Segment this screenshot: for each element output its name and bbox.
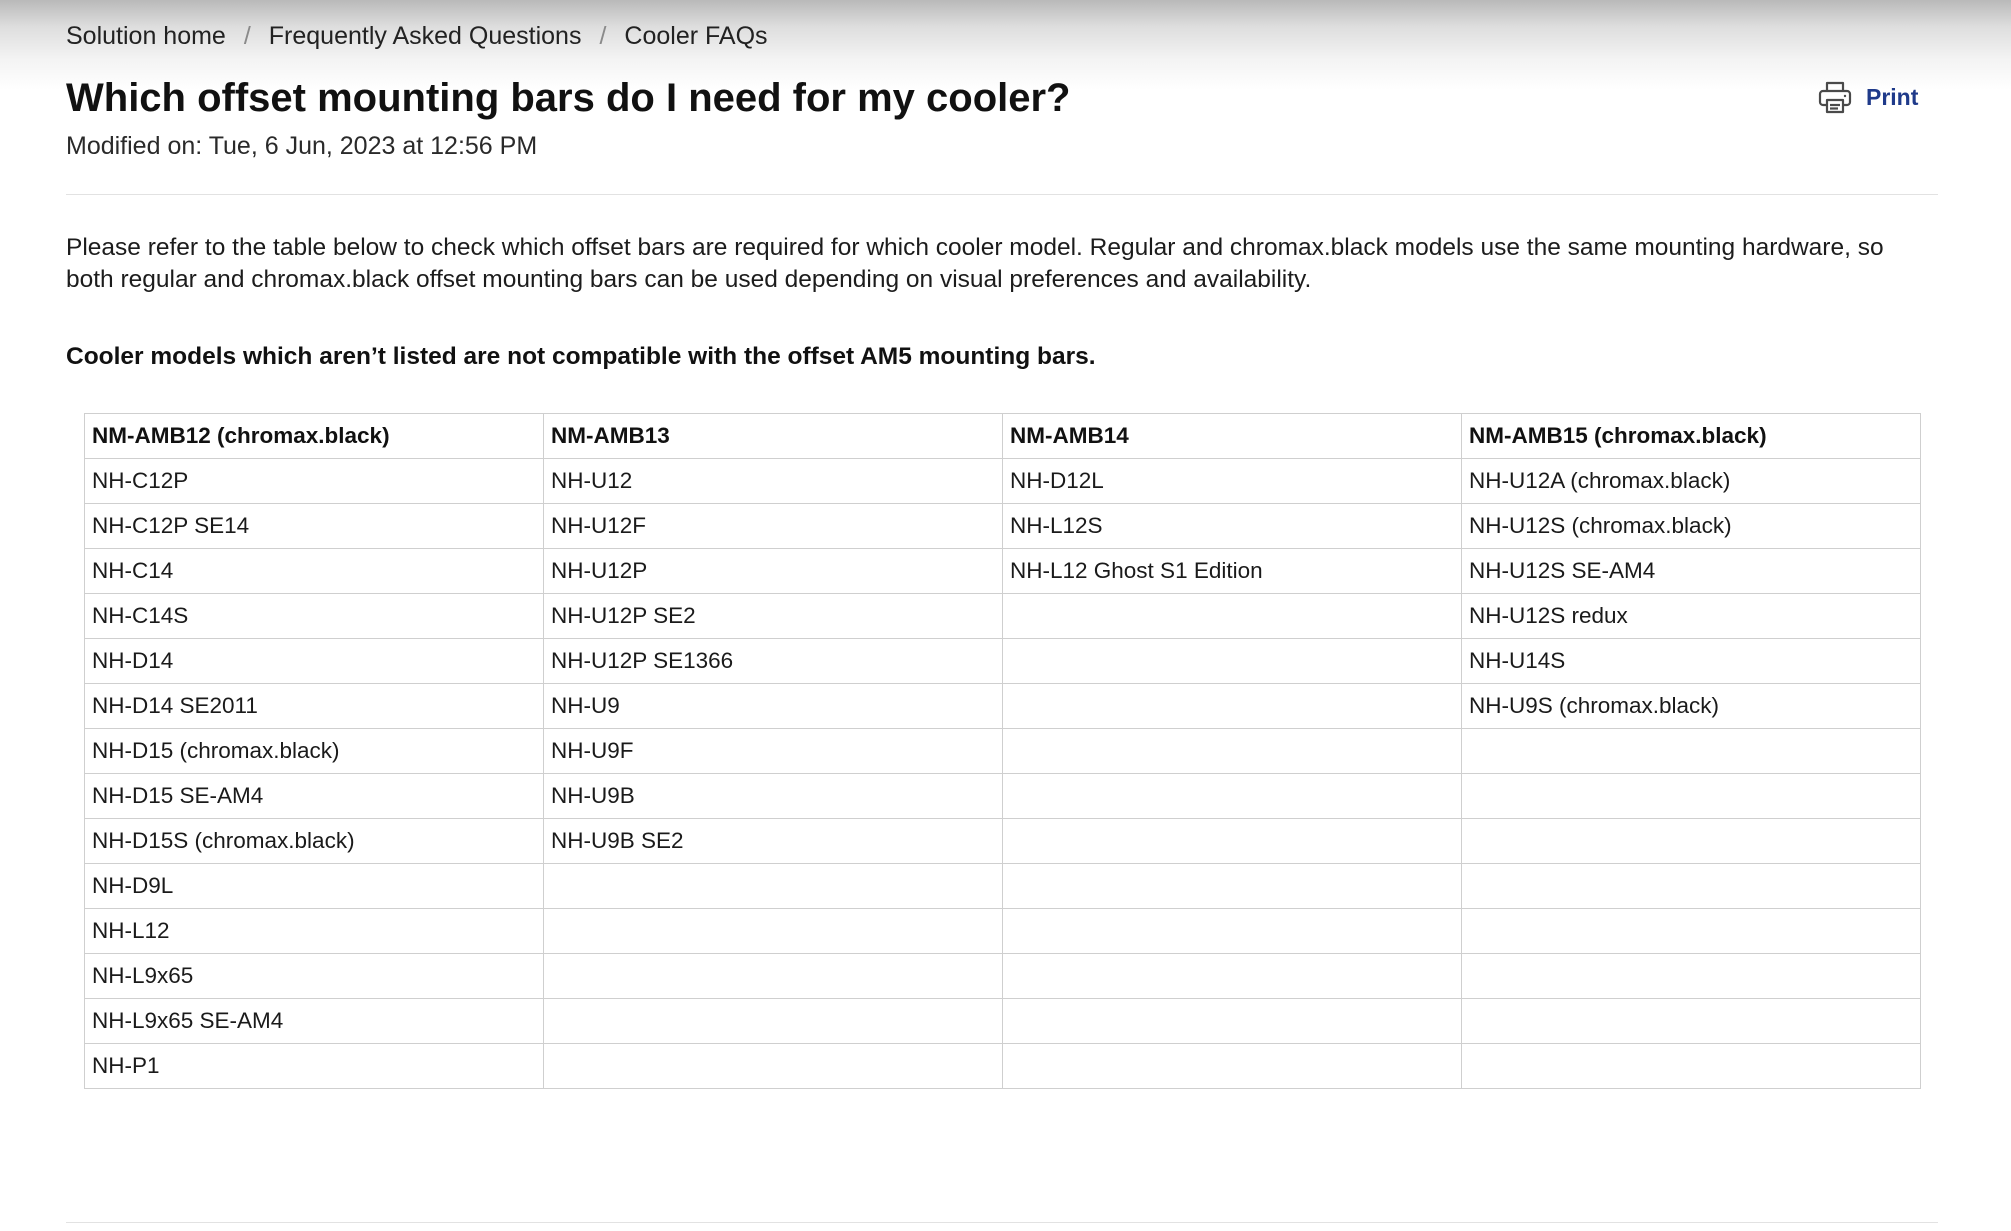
table-cell (1462, 954, 1921, 999)
table-row (85, 999, 1921, 1044)
table-row (85, 639, 1921, 684)
table-cell: NH-U9 (544, 684, 1003, 729)
printer-icon (1818, 80, 1852, 114)
table-cell (1003, 639, 1462, 684)
table-row (85, 504, 1921, 549)
table-cell: NH-L9x65 (85, 954, 544, 999)
breadcrumb-separator: / (599, 22, 607, 50)
table-header-row (85, 414, 1921, 459)
table-header (85, 414, 1921, 459)
table-cell (544, 1044, 1003, 1089)
table-cell (544, 954, 1003, 999)
table-cell: NH-C12P SE14 (85, 504, 544, 549)
table-cell: NH-D12L (1003, 459, 1462, 504)
intro-paragraph: Please refer to the table below to check which offset bars are required for which cooler model. Regular and chromax.black models use the same mounting hardware, so both regular and chromax.black offset mounting bars can be used depending on visual preferences and availability. (66, 234, 1884, 293)
table-cell (1462, 819, 1921, 864)
table-cell: NH-P1 (85, 1044, 544, 1089)
table-cell: NH-U12S redux (1462, 594, 1921, 639)
table-cell: NH-U9B SE2 (544, 819, 1003, 864)
table-cell (544, 864, 1003, 909)
table-cell (1003, 1044, 1462, 1089)
table-cell (1462, 774, 1921, 819)
table-row (85, 729, 1921, 774)
table-row (85, 459, 1921, 504)
table-cell: NH-U12P (544, 549, 1003, 594)
table-cell: NH-U9S (chromax.black) (1462, 684, 1921, 729)
table-cell: NH-C12P (85, 459, 544, 504)
table-row (85, 774, 1921, 819)
table-row (85, 909, 1921, 954)
table-cell: NH-U14S (1462, 639, 1921, 684)
table-cell: NH-L12 (85, 909, 544, 954)
table-cell: NH-D14 (85, 639, 544, 684)
compatibility-notice: Cooler models which aren’t listed are not compatible with the offset AM5 mounting bars. (66, 343, 1096, 370)
breadcrumb-faq[interactable]: Frequently Asked Questions (268, 22, 582, 50)
table-cell (1003, 729, 1462, 774)
table-cell (1462, 909, 1921, 954)
column-header-nm-amb13: NM-AMB13 (544, 414, 1003, 459)
breadcrumb-separator: / (243, 22, 251, 50)
table-row (85, 1044, 1921, 1089)
table-cell: NH-L12 Ghost S1 Edition (1003, 549, 1462, 594)
table-cell: NH-U12P SE2 (544, 594, 1003, 639)
table-cell (1462, 729, 1921, 774)
print-button[interactable] (1818, 80, 1918, 114)
table-cell (544, 909, 1003, 954)
table-cell (544, 999, 1003, 1044)
table-cell (1003, 909, 1462, 954)
table-cell: NH-L12S (1003, 504, 1462, 549)
column-header-nm-amb12: NM-AMB12 (chromax.black) (85, 414, 544, 459)
compatibility-table (84, 413, 1921, 1089)
table-cell (1003, 594, 1462, 639)
table-cell: NH-D15S (chromax.black) (85, 819, 544, 864)
table-row (85, 864, 1921, 909)
table-body (85, 459, 1921, 1089)
table-row (85, 549, 1921, 594)
table-row (85, 684, 1921, 729)
table-cell: NH-U9F (544, 729, 1003, 774)
header-divider (66, 194, 1938, 195)
breadcrumb-solution-home[interactable]: Solution home (66, 22, 226, 50)
table-cell: NH-D14 SE2011 (85, 684, 544, 729)
table-cell (1003, 684, 1462, 729)
table-cell: NH-U12P SE1366 (544, 639, 1003, 684)
breadcrumb-cooler-faqs[interactable]: Cooler FAQs (624, 22, 768, 50)
table-row (85, 594, 1921, 639)
breadcrumb (66, 22, 768, 51)
table-cell (1003, 774, 1462, 819)
table-cell (1462, 864, 1921, 909)
table-cell: NH-U9B (544, 774, 1003, 819)
table-cell: NH-U12F (544, 504, 1003, 549)
table-row (85, 819, 1921, 864)
table-cell (1462, 999, 1921, 1044)
page-title: Which offset mounting bars do I need for my cooler? (66, 76, 1071, 120)
modified-date: Modified on: Tue, 6 Jun, 2023 at 12:56 PM (66, 132, 538, 160)
footer-divider (66, 1222, 1938, 1223)
table-cell (1003, 954, 1462, 999)
column-header-nm-amb14: NM-AMB14 (1003, 414, 1462, 459)
table-cell: NH-D15 SE-AM4 (85, 774, 544, 819)
table-cell: NH-D15 (chromax.black) (85, 729, 544, 774)
table-cell (1003, 999, 1462, 1044)
table-row (85, 954, 1921, 999)
table-cell (1003, 864, 1462, 909)
table-cell: NH-U12 (544, 459, 1003, 504)
table-cell: NH-U12S SE-AM4 (1462, 549, 1921, 594)
table-cell: NH-U12A (chromax.black) (1462, 459, 1921, 504)
print-label: Print (1866, 83, 1919, 110)
table-cell: NH-U12S (chromax.black) (1462, 504, 1921, 549)
column-header-nm-amb15: NM-AMB15 (chromax.black) (1462, 414, 1921, 459)
table-cell: NH-C14S (85, 594, 544, 639)
table-cell (1462, 1044, 1921, 1089)
table-cell: NH-L9x65 SE-AM4 (85, 999, 544, 1044)
table-cell: NH-C14 (85, 549, 544, 594)
table-cell: NH-D9L (85, 864, 544, 909)
table-cell (1003, 819, 1462, 864)
